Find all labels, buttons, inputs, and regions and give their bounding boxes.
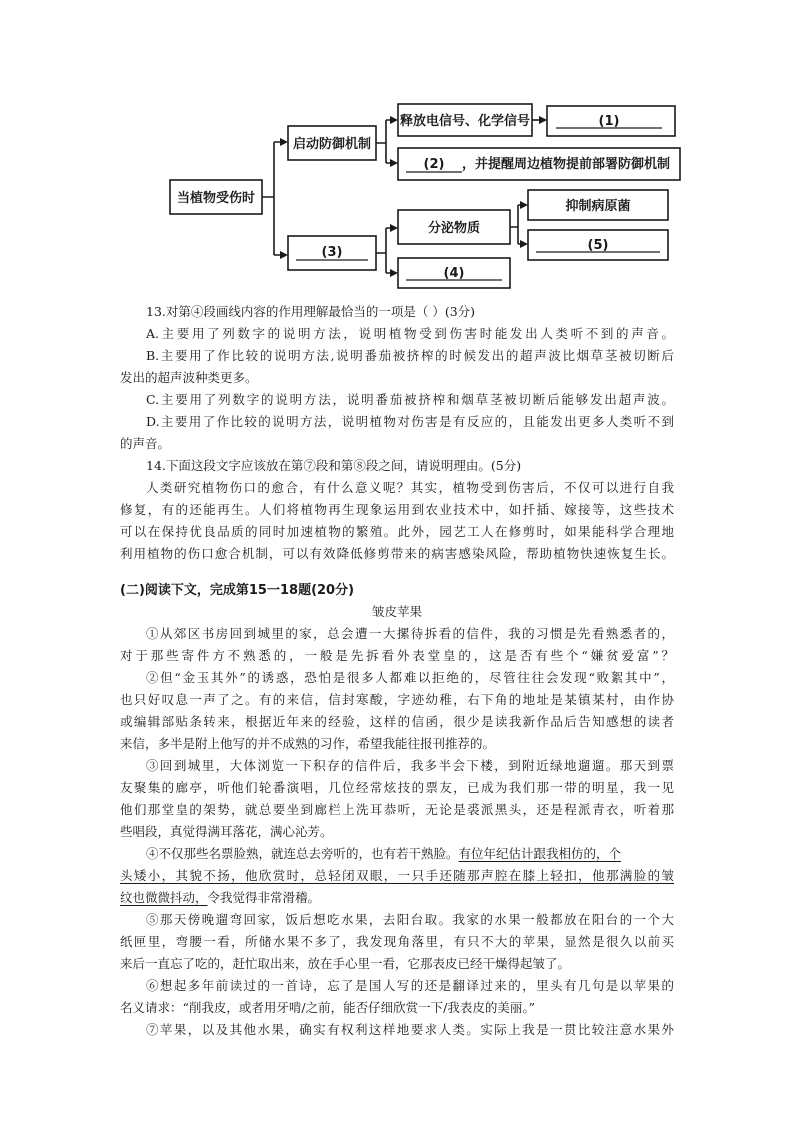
q13-option-d-line1: D.主要用了作比较的说明方法，说明植物对伤害是有反应的，且能发出更多人类听不到	[146, 414, 674, 429]
blank3-connector	[376, 228, 392, 273]
root-connector	[262, 142, 282, 255]
defense-connector	[376, 120, 392, 163]
defense-label: 启动防御机制	[292, 137, 372, 152]
para6-line1: ⑥想起多年前读过的一首诗，忘了是国人写的还是翻译过来的，里头有几句是以苹果的	[146, 978, 674, 993]
secrete-label: 分泌物质	[427, 221, 481, 236]
arrow-signal	[390, 116, 398, 124]
q14-passage-line2: 修复，有的还能再生。人们将植物再生现象运用到农业技术中，如扦插、嫁接等，这些技术	[120, 502, 674, 517]
blank5-label: (5)	[587, 238, 609, 253]
para3-line1: ③回到城里，大体浏览一下积存的信件后，我多半会下楼，到附近绿地遛遛。那天到票	[146, 758, 674, 773]
inhibit-label: 抑制病原菌	[565, 199, 631, 214]
arrow-blank1	[539, 116, 547, 124]
arrow-blank4	[390, 269, 398, 277]
para2-line4: 来信，多半是附上他写的并不成熟的习作，希望我能往报刊推荐的。	[120, 736, 496, 751]
para4-underline-start: 有位年纪估计跟我相仿的，个	[458, 846, 622, 861]
q14-passage-line1: 人类研究植物伤口的愈合，有什么意义呢？其实，植物受到伤害后，不仅可以进行自我	[146, 480, 674, 495]
q14-stem: 14.下面这段文字应该放在第⑦段和第⑧段之间，请说明理由。(5分)	[146, 458, 522, 473]
secrete-connector	[510, 205, 522, 244]
q13-option-a: A.主要用了列数字的说明方法，说明植物受到伤害时能发出人类听不到的声音。	[146, 326, 674, 341]
para5-line1: ⑤那天傍晚遛弯回家，饭后想吃水果，去阳台取。我家的水果一般都放在阳台的一个大	[146, 912, 674, 927]
arrow-blank2	[390, 159, 398, 167]
para4-underline-end: 纹也微微抖动，	[120, 890, 208, 905]
para2-line1: ②但“金玉其外”的诱惑，恐怕是很多人都难以拒绝的，尽管往往会发现“败絮其中”，	[146, 670, 674, 685]
para1-line2: 对于那些寄件方不熟悉的，一般是先拆看外表堂皇的，这是否有些个“嫌贫爱富”？	[120, 648, 674, 663]
q13-option-c: C.主要用了列数字的说明方法，说明番茄被挤榨和烟草茎被切断后能够发出超声波。	[146, 392, 674, 407]
arrow-inhibit	[520, 201, 528, 209]
q14-passage-line4: 利用植物的伤口愈合机制，可以有效降低修剪带来的病害感染风险，帮助植物快速恢复生长。	[120, 546, 674, 561]
para5-line2: 纸匣里，弯腰一看，所储水果不多了，我发现角落里，有只不大的苹果，显然是很久以前买	[120, 934, 674, 949]
blank2-label: (2)	[423, 157, 445, 172]
blank1-label: (1)	[598, 114, 620, 129]
blank4-label: (4)	[443, 266, 465, 281]
para3-line4: 些唱段，真觉得满耳落花，满心沁芳。	[120, 824, 333, 839]
q13-option-b-line2: 发出的超声波种类更多。	[120, 370, 258, 385]
para2-line3: 或编辑部贴条转来，根据近年来的经验，这样的信函，很少是读我新作品后告知感想的读者	[120, 714, 674, 729]
arrow-secrete	[390, 224, 398, 232]
section2-heading: (二)阅读下文，完成第15一18题(20分)	[120, 583, 355, 598]
q14-passage-line3: 可以在保持优良品质的同时加速植物的繁殖。此外，园艺工人在修剪时，如果能科学合理地	[120, 524, 674, 539]
arrow-blank5	[520, 240, 528, 248]
para3-line3: 他们那堂皇的架势，就总要坐到廊栏上洗耳恭听，无论是裘派黑头，还是程派青衣，听着那	[120, 802, 674, 817]
para4-line1	[146, 843, 674, 865]
para6-line2: 名义请求：“削我皮，或者用牙啃/之前，能否仔细欣赏一下/我表皮的美丽。”	[120, 1000, 535, 1015]
para5-line3: 来后一直忘了吃的，赶忙取出来，放在手心里一看，它那表皮已经干燥得起皱了。	[120, 956, 571, 971]
signal-label: 释放电信号、化学信号	[399, 114, 531, 129]
arrow-blank3	[280, 251, 288, 259]
para4-underline-line2: 头矮小，其貌不扬，他欣赏时，总轻闭双眼，一只手还随那声腔在膝上轻扣，他那满脸的皱	[120, 868, 674, 883]
root-label: 当植物受伤时	[176, 191, 256, 206]
q13-option-d-line2: 的声音。	[120, 436, 171, 451]
blank3-label: (3)	[321, 245, 343, 260]
q13-stem: 13.对第④段画线内容的作用理解最恰当的一项是（ ）(3分)	[146, 304, 476, 319]
para2-line2: 也只好叹息一声了之。有的来信，信封寒酸，字迹幼稚，右下角的地址是某镇某村，由作协	[120, 692, 674, 707]
essay-title: 皱皮苹果	[371, 604, 422, 619]
para7-line1: ⑦苹果，以及其他水果，确实有权利这样地要求人类。实际上我是一贯比较注意水果外	[146, 1022, 674, 1037]
para4-line3-plain: 令我觉得非常滑稽。	[207, 890, 321, 905]
q13-option-b-line1: B.主要用了作比较的说明方法,说明番茄被挤榨的时候发出的超声波比烟草茎被切断后	[146, 348, 674, 363]
para4-line3	[120, 887, 674, 909]
blank2-suffix: ，并提醒周边植物提前部署防御机制	[462, 157, 671, 172]
para3-line2: 友聚集的廊亭，听他们轮番演唱，几位经常炫技的票友，已成为我们那一带的明星，我一见	[120, 780, 674, 795]
para4-line1-plain: ④不仅那些名票脸熟，就连总去旁听的，也有若干熟脸。	[146, 846, 459, 861]
para1-line1: ①从郊区书房回到城里的家，总会遭一大摞待拆看的信件，我的习惯是先看熟悉者的，	[146, 626, 674, 641]
plant-defense-diagram	[0, 0, 794, 300]
arrow-defense	[280, 138, 288, 146]
